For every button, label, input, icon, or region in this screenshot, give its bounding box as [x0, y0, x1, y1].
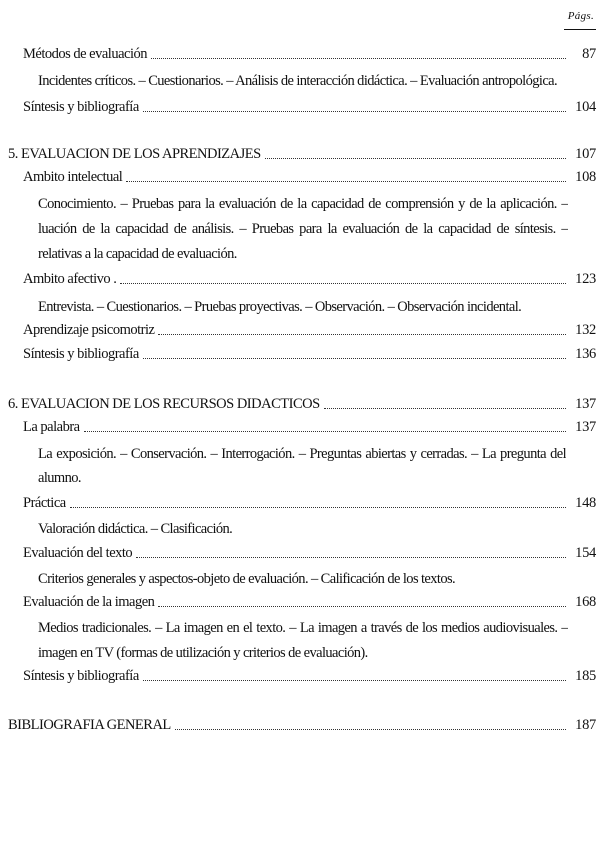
toc-entry-title: Evaluación del texto: [23, 545, 133, 561]
toc-entry-page: 154: [575, 545, 596, 561]
toc-entry-description: Incidentes críticos. – Cuestionarios. – Análisis de interacción didáctica. – Evaluación antropológica.: [38, 73, 558, 89]
toc-entry-bibliografia-general[interactable]: [8, 716, 596, 734]
dot-leader: [158, 605, 566, 607]
dot-leader: [143, 357, 566, 359]
toc-entry-intelectual[interactable]: [23, 168, 596, 186]
toc-chapter-5[interactable]: [8, 145, 596, 163]
toc-entry-title: Síntesis y bibliografía: [23, 99, 139, 115]
toc-entry-imagen[interactable]: [23, 593, 596, 611]
toc-entry-sintesis-2[interactable]: [23, 345, 596, 363]
dot-leader: [136, 556, 566, 558]
toc-chapter-6[interactable]: [8, 395, 596, 413]
toc-entry-page: 136: [575, 346, 596, 362]
dot-leader: [158, 333, 566, 335]
toc-entry-metodos[interactable]: [23, 45, 596, 63]
toc-entry-title: Métodos de evaluación: [23, 46, 147, 62]
toc-entry-psicomotriz[interactable]: [23, 321, 596, 339]
dot-leader: [324, 407, 566, 409]
toc-entry-page: 185: [575, 668, 596, 684]
toc-entry-page: 123: [575, 271, 596, 287]
dot-leader: [143, 679, 566, 681]
dot-leader: [126, 180, 566, 182]
toc-entry-title: La palabra: [23, 419, 80, 435]
toc-entry-title: Ambito intelectual: [23, 169, 123, 185]
toc-entry-title: Síntesis y bibliografía: [23, 346, 139, 362]
toc-entry-description: Entrevista. – Cuestionarios. – Pruebas proyectivas. – Observación. – Observación incidental.: [38, 299, 522, 315]
toc-entry-page: 104: [575, 99, 596, 115]
dot-leader: [151, 57, 566, 59]
toc-entry-texto[interactable]: [23, 544, 596, 562]
toc-entry-title: Ambito afectivo .: [23, 271, 117, 287]
toc-entry-description-line: imagen en TV (formas de utilización y criterios de evaluación).: [38, 645, 368, 661]
toc-entry-title: Aprendizaje psicomotriz: [23, 322, 155, 338]
toc-entry-palabra[interactable]: [23, 418, 596, 436]
toc-entry-title: Práctica: [23, 495, 66, 511]
header-rule: [564, 29, 596, 30]
toc-entry-description: Criterios generales y aspectos-objeto de evaluación. – Calificación de los textos.: [38, 571, 456, 587]
toc-entry-page: 87: [582, 46, 596, 62]
toc-entry-description-line: luación de la capacidad de análisis. – Pruebas para la evaluación de la capacidad de síntesis. –: [38, 221, 568, 237]
chapter-page: 137: [575, 396, 596, 412]
toc-entry-title: Síntesis y bibliografía: [23, 668, 139, 684]
toc-entry-page: 148: [575, 495, 596, 511]
toc-entry-description-line: relativas a la capacidad de evaluación.: [38, 246, 237, 262]
toc-entry-description-line: Conocimiento. – Pruebas para la evaluación de la capacidad de comprensión y de la aplicación. –: [38, 196, 568, 212]
dot-leader: [175, 728, 566, 730]
chapter-page: 107: [575, 146, 596, 162]
toc-entry-practica[interactable]: [23, 494, 596, 512]
chapter-title: 6. EVALUACION DE LOS RECURSOS DIDACTICOS: [8, 396, 320, 412]
toc-entry-page: 132: [575, 322, 596, 338]
dot-leader: [84, 430, 566, 432]
toc-entry-page: 168: [575, 594, 596, 610]
toc-entry-title: Evaluación de la imagen: [23, 594, 155, 610]
toc-entry-description: Valoración didáctica. – Clasificación.: [38, 521, 233, 537]
toc-entry-description-line: alumno.: [38, 470, 81, 486]
chapter-page: 187: [575, 717, 596, 733]
toc-entry-afectivo[interactable]: [23, 270, 596, 288]
pages-column-label: Págs.: [567, 10, 594, 22]
dot-leader: [143, 110, 566, 112]
toc-entry-description-line: Medios tradicionales. – La imagen en el texto. – La imagen a través de los medios audiovisuales. –: [38, 620, 568, 636]
toc-entry-description-line: La exposición. – Conservación. – Interrogación. – Preguntas abiertas y cerradas. – La pregunta del: [38, 446, 566, 462]
dot-leader: [70, 506, 566, 508]
chapter-title: BIBLIOGRAFIA GENERAL: [8, 717, 171, 733]
dot-leader: [265, 157, 566, 159]
toc-entry-page: 108: [575, 169, 596, 185]
toc-entry-sintesis-1[interactable]: [23, 98, 596, 116]
chapter-title: 5. EVALUACION DE LOS APRENDIZAJES: [8, 146, 261, 162]
toc-entry-page: 137: [575, 419, 596, 435]
dot-leader: [120, 282, 566, 284]
toc-entry-sintesis-3[interactable]: [23, 667, 596, 685]
